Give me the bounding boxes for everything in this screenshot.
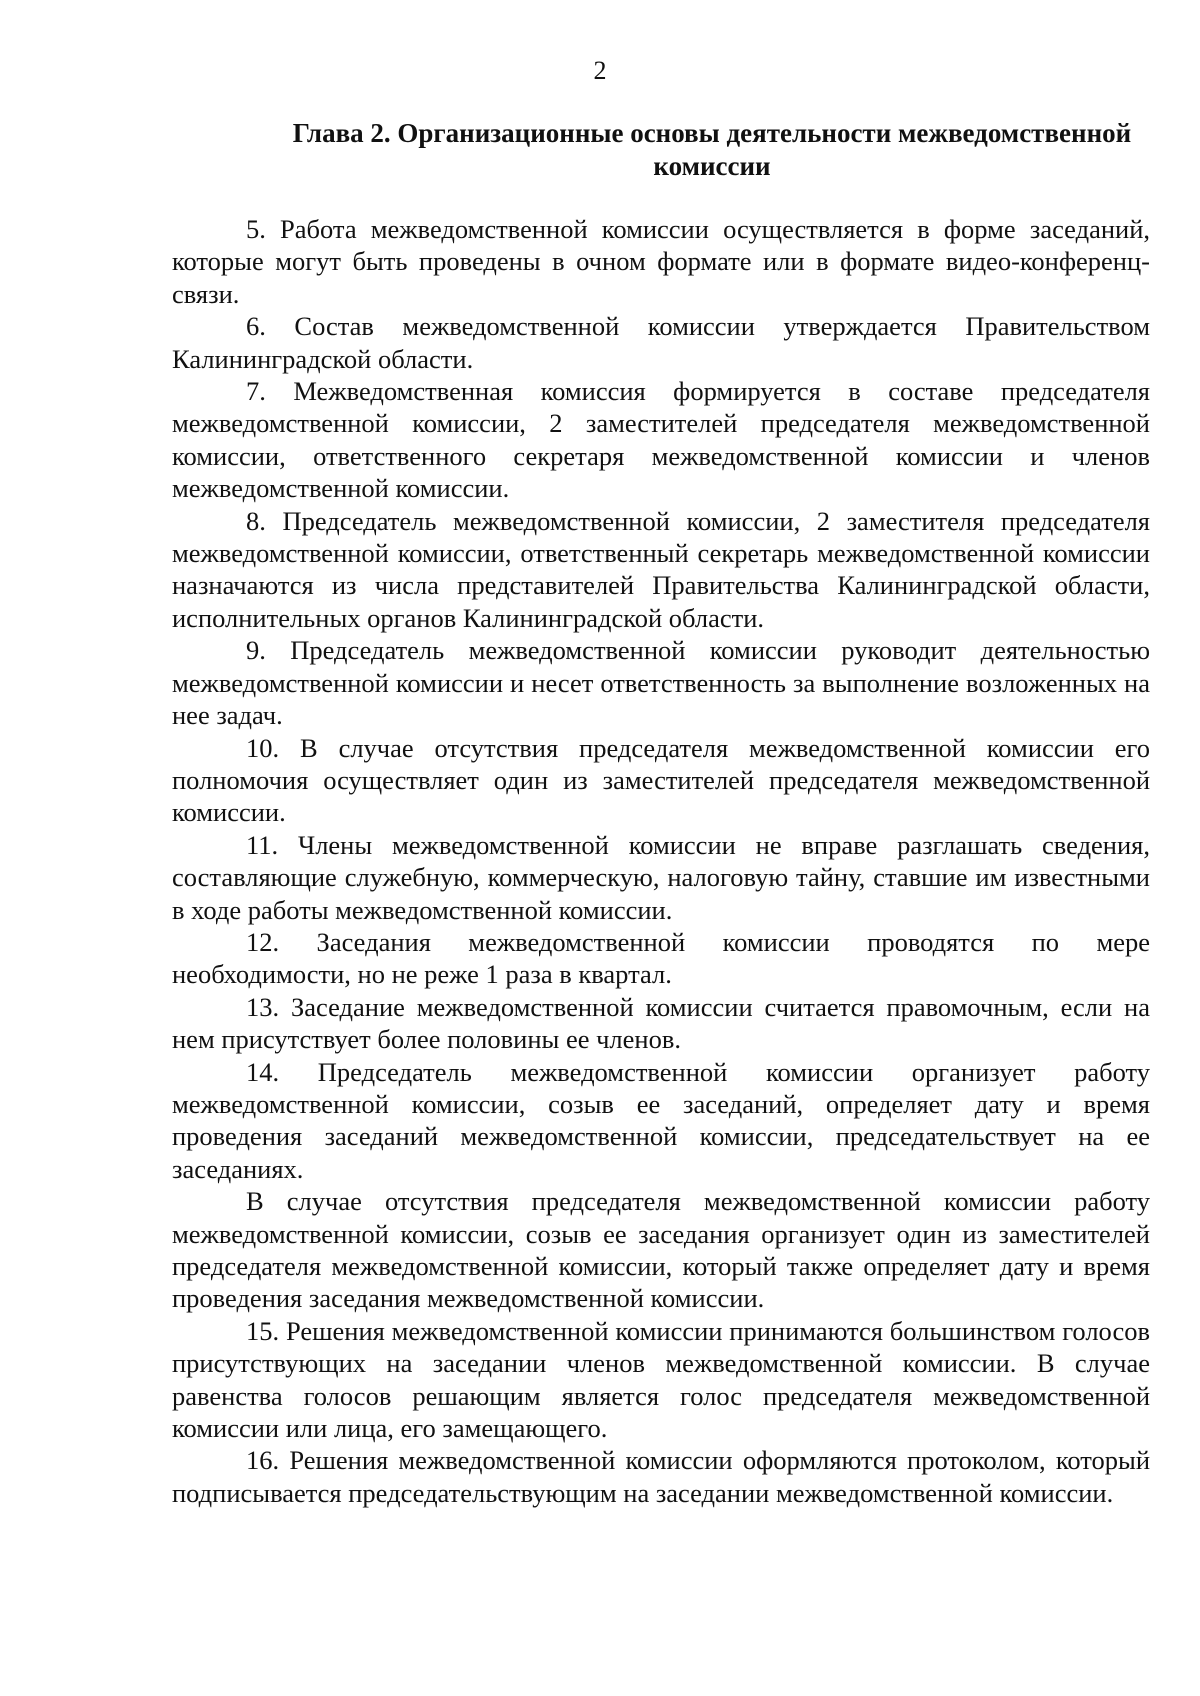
paragraph-14: 14. Председатель межведомственной комиссии организует работу межведомственной комиссии, созыв ее заседаний, определяет дату и время проведения заседаний межведомственной комиссии, председательствует на ее заседаниях.	[172, 1056, 1150, 1184]
paragraph-8: 8. Председатель межведомственной комиссии, 2 заместителя председателя межведомственной комиссии, ответственный секретарь межведомственной комиссии назначаются из числа представителей Правительства Калининградской области, исполнительных органов Калининградской области.	[172, 505, 1150, 633]
page-number: 2	[593, 56, 607, 85]
paragraph-9: 9. Председатель межведомственной комиссии руководит деятельностью межведомственной комиссии и несет ответственность за выполнение возложенных на нее задач.	[172, 635, 1150, 731]
chapter-title: Глава 2. Организационные основы деятельности межведомственной комиссии	[292, 118, 1132, 181]
paragraph-11: 11. Члены межведомственной комиссии не вправе разглашать сведения, составляющие служебную, коммерческую, налоговую тайну, ставшие им известными в ходе работы межведомственной комиссии.	[172, 829, 1150, 925]
paragraph-10: 10. В случае отсутствия председателя межведомственной комиссии его полномочия осуществляет один из заместителей председателя межведомственной комиссии.	[172, 732, 1150, 828]
paragraph-14-continued: В случае отсутствия председателя межведомственной комиссии работу межведомственной комиссии, созыв ее заседания организует один из заместителей председателя межведомственной комиссии, который также определяет дату и время проведения заседания межведомственной комиссии.	[172, 1186, 1150, 1314]
paragraph-15: 15. Решения межведомственной комиссии принимаются большинством голосов присутствующих на заседании членов межведомственной комиссии. В случае равенства голосов решающим является голос председателя межведомственной комиссии или лица, его замещающего.	[172, 1315, 1150, 1444]
paragraph-12: 12. Заседания межведомственной комиссии проводятся по мере необходимости, но не реже 1 раза в квартал.	[172, 926, 1150, 990]
document-body	[172, 213, 1150, 1509]
paragraph-5: 5. Работа межведомственной комиссии осуществляется в форме заседаний, которые могут быть проведены в очном формате или в формате видео-конференц-связи.	[172, 214, 1150, 309]
paragraph-16: 16. Решения межведомственной комиссии оформляются протоколом, который подписывается председательствующим на заседании межведомственной комиссии.	[172, 1445, 1150, 1508]
paragraph-7: 7. Межведомственная комиссия формируется в составе председателя межведомственной комиссии, 2 заместителей председателя межведомственной комиссии, ответственного секретаря межведомственной комиссии и членов межведомственной комиссии.	[172, 376, 1150, 504]
paragraph-6: 6. Состав межведомственной комиссии утверждается Правительством Калининградской области.	[172, 311, 1150, 374]
paragraph-13: 13. Заседание межведомственной комиссии считается правомочным, если на нем присутствует более половины ее членов.	[172, 991, 1150, 1055]
